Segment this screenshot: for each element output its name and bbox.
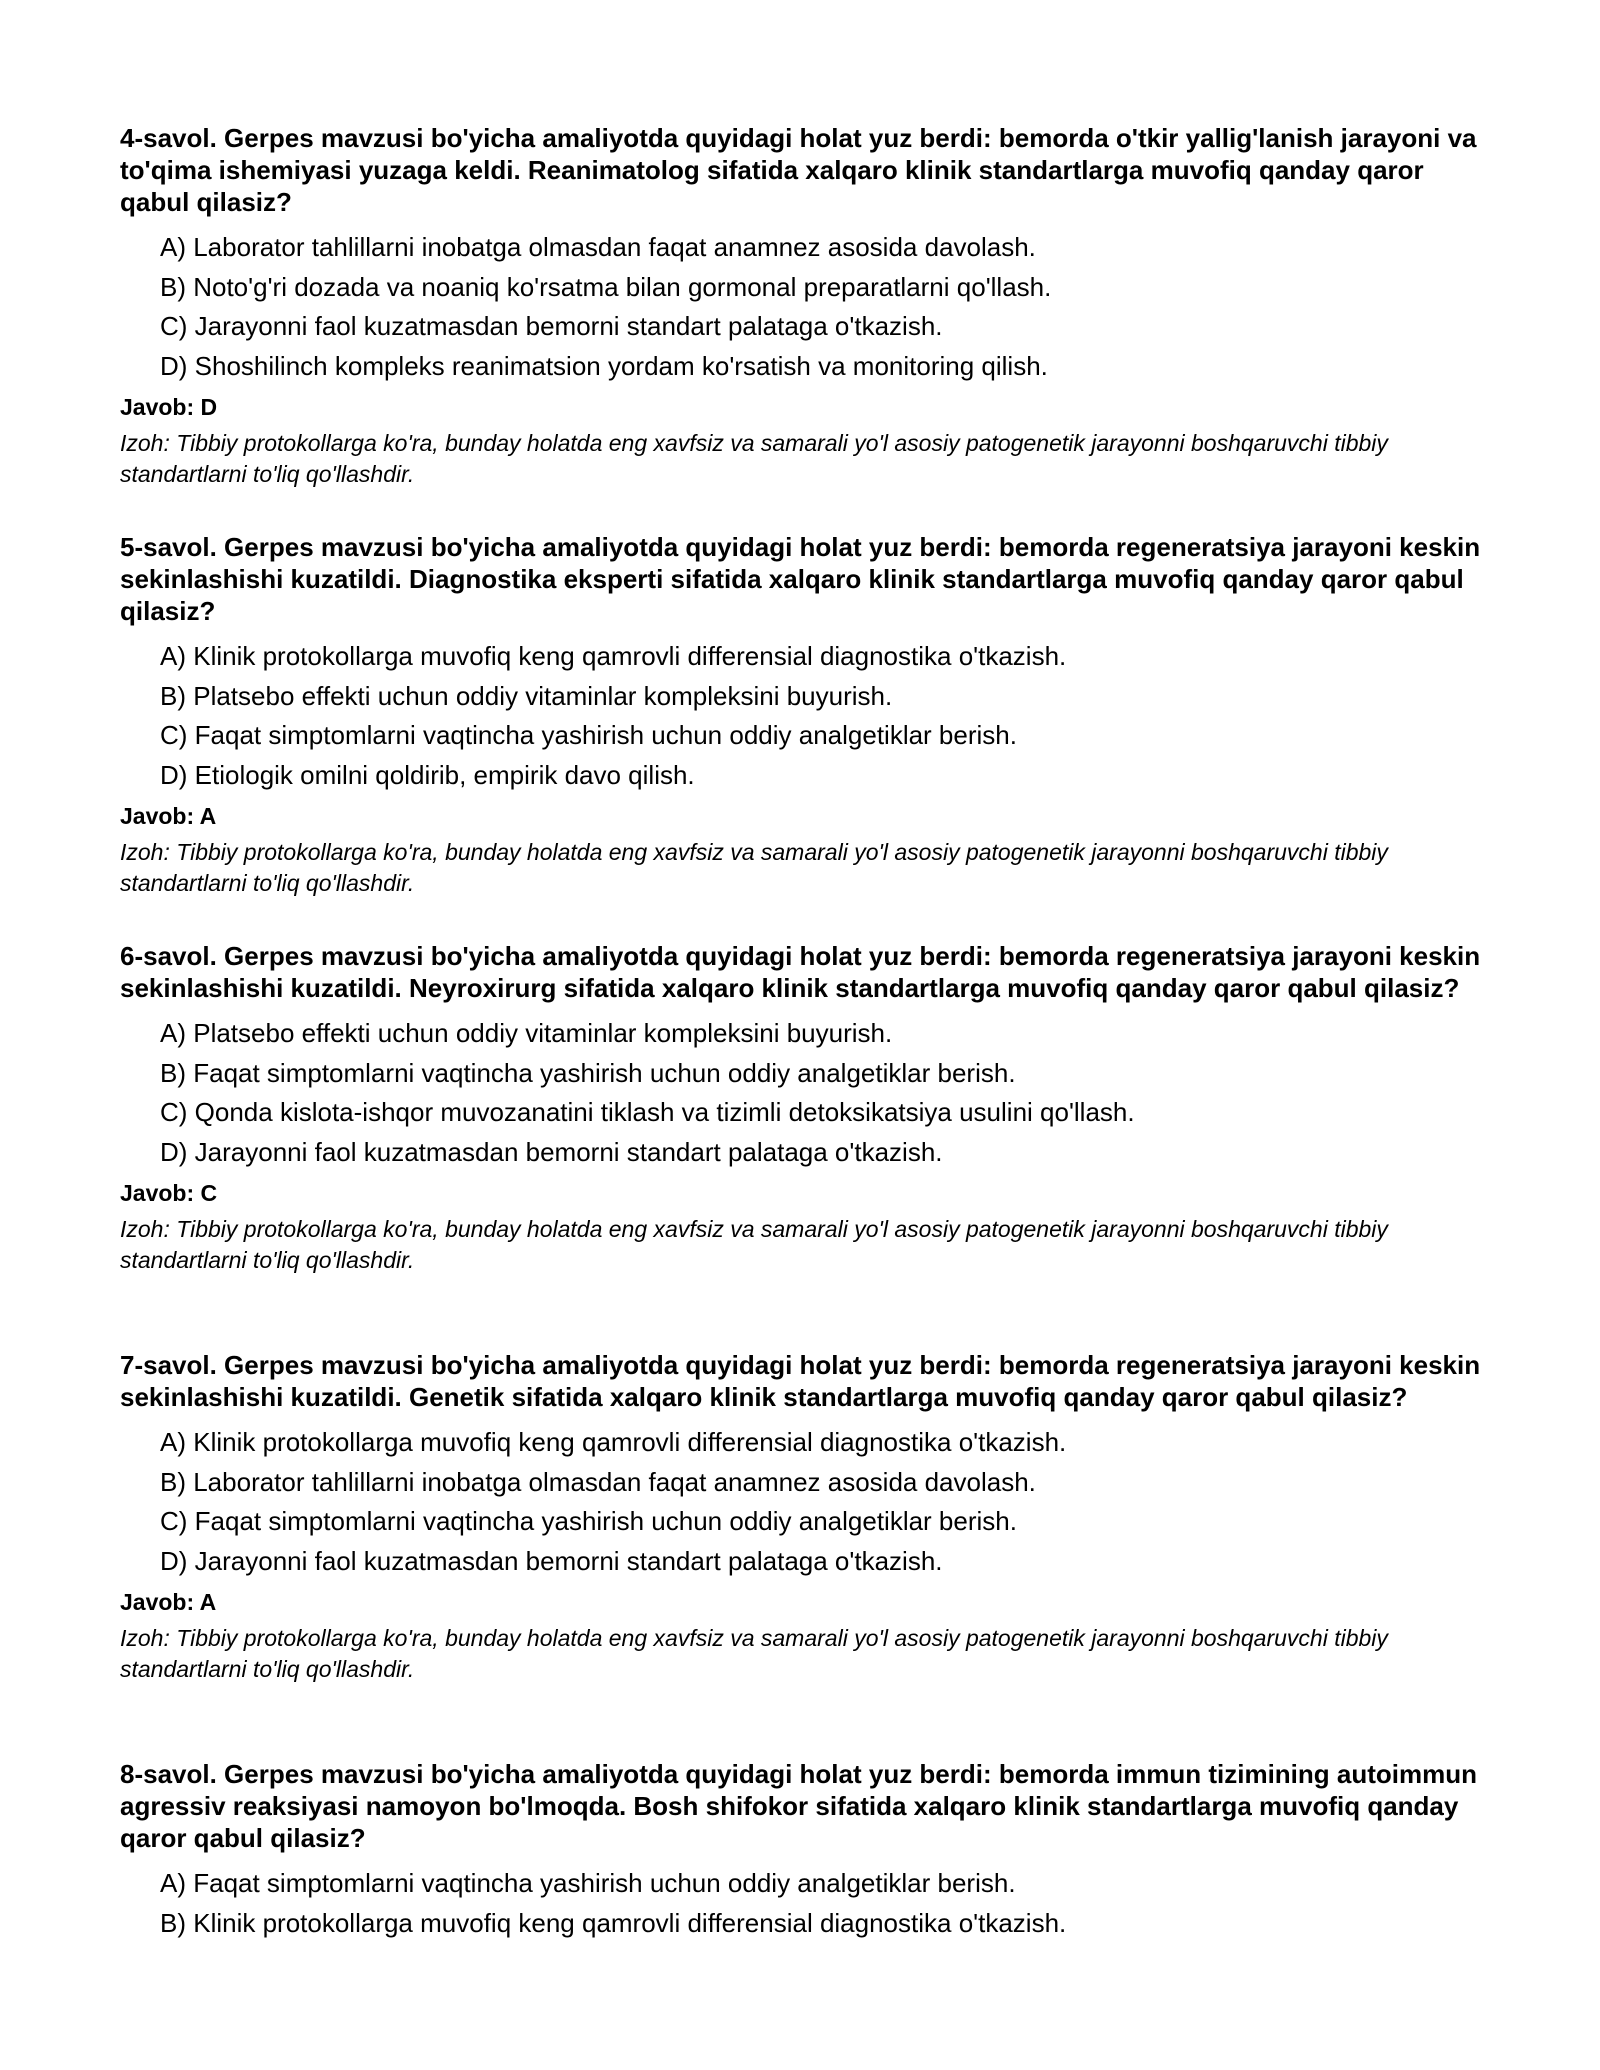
question-title: 7-savol. Gerpes mavzusi bo'yicha amaliyotda quyidagi holat yuz berdi: bemorda regeneratsiya jarayoni keskin sekinlashishi kuzatildi. Genetik sifatida xalqaro klinik standartlarga muvofiq qanday qaror qabul qilasiz? [120, 1350, 1481, 1412]
option-d: D) Etiologik omilni qoldirib, empirik davo qilish. [160, 759, 695, 790]
answer-label: Javob: A [120, 803, 217, 829]
option-list [160, 228, 1500, 386]
option-a: A) Klinik protokollarga muvofiq keng qamrovli differensial diagnostika o'tkazish. [160, 1427, 1067, 1457]
option-a: A) Platsebo effekti uchun oddiy vitaminlar kompleksini buyurish. [160, 1018, 893, 1048]
option-d: D) Shoshilinch kompleks reanimatsion yordam ko'rsatish va monitoring qilish. [160, 350, 1048, 381]
option-list [160, 1423, 1500, 1581]
question-7 [120, 1349, 1500, 1685]
option-d: D) Jarayonni faol kuzatmasdan bemorni standart palataga o'tkazish. [160, 1545, 943, 1576]
explanation-note: Izoh: Tibbiy protokollarga ko'ra, bunday holatda eng xavfsiz va samarali yo'l asosiy patogenetik jarayonni boshqaruvchi tibbiy standartlarni to'liq qo'llashdir. [120, 430, 1388, 487]
option-c: C) Faqat simptomlarni vaqtincha yashirish uchun oddiy analgetiklar berish. [160, 1506, 1017, 1536]
option-c: C) Qonda kislota-ishqor muvozanatini tiklash va tizimli detoksikatsiya usulini qo'llash. [160, 1097, 1135, 1127]
question-5 [120, 531, 1500, 899]
question-title: 6-savol. Gerpes mavzusi bo'yicha amaliyotda quyidagi holat yuz berdi: bemorda regeneratsiya jarayoni keskin sekinlashishi kuzatildi. Neyroxirurg sifatida xalqaro klinik standartlarga muvofiq qanday qaror qabul qilasiz? [120, 941, 1481, 1003]
option-b: B) Faqat simptomlarni vaqtincha yashirish uchun oddiy analgetiklar berish. [160, 1057, 1016, 1088]
answer-label: Javob: C [120, 1180, 218, 1206]
option-list [160, 1014, 1500, 1172]
option-b: B) Laborator tahlillarni inobatga olmasdan faqat anamnez asosida davolash. [160, 1466, 1036, 1497]
answer-label: Javob: A [120, 1589, 217, 1615]
question-8 [120, 1758, 1500, 1943]
explanation-note: Izoh: Tibbiy protokollarga ko'ra, bunday holatda eng xavfsiz va samarali yo'l asosiy patogenetik jarayonni boshqaruvchi tibbiy standartlarni to'liq qo'llashdir. [120, 1216, 1388, 1273]
option-d: D) Jarayonni faol kuzatmasdan bemorni standart palataga o'tkazish. [160, 1136, 943, 1167]
option-list [160, 1864, 1500, 1943]
explanation-note: Izoh: Tibbiy protokollarga ko'ra, bunday holatda eng xavfsiz va samarali yo'l asosiy patogenetik jarayonni boshqaruvchi tibbiy standartlarni to'liq qo'llashdir. [120, 839, 1388, 896]
option-c: C) Faqat simptomlarni vaqtincha yashirish uchun oddiy analgetiklar berish. [160, 720, 1017, 750]
explanation-note: Izoh: Tibbiy protokollarga ko'ra, bunday holatda eng xavfsiz va samarali yo'l asosiy patogenetik jarayonni boshqaruvchi tibbiy standartlarni to'liq qo'llashdir. [120, 1625, 1388, 1682]
option-b: B) Platsebo effekti uchun oddiy vitaminlar kompleksini buyurish. [160, 680, 893, 711]
question-6 [120, 940, 1500, 1276]
option-a: A) Laborator tahlillarni inobatga olmasdan faqat anamnez asosida davolash. [160, 232, 1036, 262]
option-c: C) Jarayonni faol kuzatmasdan bemorni standart palataga o'tkazish. [160, 311, 943, 341]
option-a: A) Klinik protokollarga muvofiq keng qamrovli differensial diagnostika o'tkazish. [160, 641, 1067, 671]
question-title: 8-savol. Gerpes mavzusi bo'yicha amaliyotda quyidagi holat yuz berdi: bemorda immun tizimining autoimmun agressiv reaksiyasi namoyon bo'lmoqda. Bosh shifokor sifatida xalqaro klinik standartlarga muvofiq qanday qaror qabul qilasiz? [120, 1759, 1477, 1853]
option-a: A) Faqat simptomlarni vaqtincha yashirish uchun oddiy analgetiklar berish. [160, 1868, 1016, 1898]
option-b: B) Klinik protokollarga muvofiq keng qamrovli differensial diagnostika o'tkazish. [160, 1907, 1067, 1938]
option-list [160, 637, 1500, 795]
question-4 [120, 122, 1500, 490]
answer-label: Javob: D [120, 394, 218, 420]
option-b: B) Noto'g'ri dozada va noaniq ko'rsatma bilan gormonal preparatlarni qo'llash. [160, 271, 1052, 302]
question-title: 5-savol. Gerpes mavzusi bo'yicha amaliyotda quyidagi holat yuz berdi: bemorda regeneratsiya jarayoni keskin sekinlashishi kuzatildi. Diagnostika eksperti sifatida xalqaro klinik standartlarga muvofiq qanday qaror qabul qilasiz? [120, 532, 1481, 626]
question-title: 4-savol. Gerpes mavzusi bo'yicha amaliyotda quyidagi holat yuz berdi: bemorda o'tkir yallig'lanish jarayoni va to'qima ishemiyasi yuzaga keldi. Reanimatolog sifatida xalqaro klinik standartlarga muvofiq qanday qaror qabul qilasiz? [120, 123, 1477, 217]
